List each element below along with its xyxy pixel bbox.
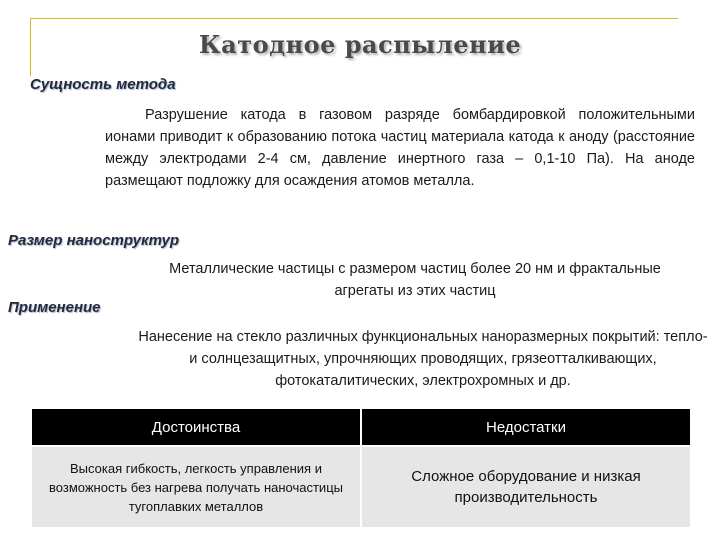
title-frame-top-line [30,18,678,19]
table-row [32,446,690,527]
cell-advantages: Высокая гибкость, легкость управления и возможность без нагрева получать наночастицы тугоплавких металлов [32,446,361,527]
header-disadvantages: Недостатки [361,409,690,446]
page-title: Катодное распыление [198,30,522,59]
heading-application: Применение [8,299,101,316]
heading-nanostructure-size: Размер наноструктур [8,232,180,249]
cell-disadvantages: Сложное оборудование и низкая производительность [361,446,690,527]
essence-paragraph: Разрушение катода в газовом разряде бомбардировкой положительными ионами приводит к образованию потока частиц материала катода к аноду (расстояние между электродами 2-4 см, давление инертного газа – 0,1-10 Па). На аноде размещают подложку для осаждения атомов металла. [105,107,695,189]
header-advantages: Достоинства [32,409,361,446]
heading-essence: Сущность метода [30,76,176,93]
application-paragraph: Нанесение на стекло различных функциональных наноразмерных покрытий: тепло- и солнцезащитных, упрочняющих проводящих, грязеотталкивающих, фотокаталитических, электрохромных и др. [138,329,708,389]
table-header-row [32,409,690,446]
comparison-table [32,409,690,527]
size-paragraph: Металлические частицы с размером частиц более 20 нм и фрактальные агрегаты из этих частиц [169,261,661,299]
